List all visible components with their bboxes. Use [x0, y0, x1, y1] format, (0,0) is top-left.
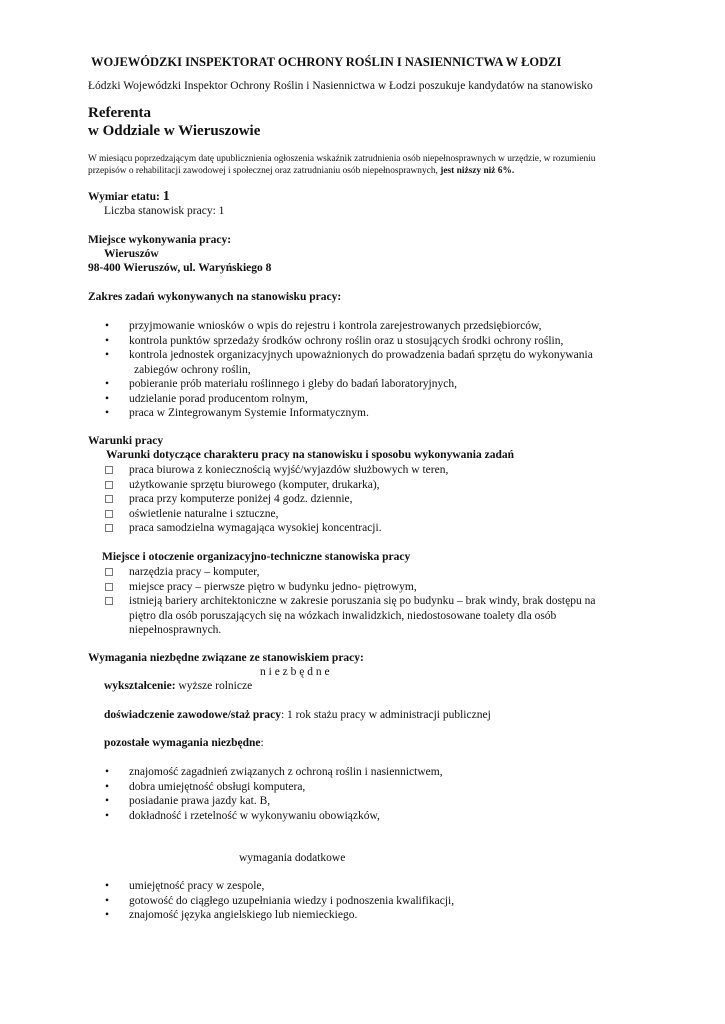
experience-line [104, 708, 491, 723]
bullet-icon: • [105, 349, 110, 361]
disability-note-line1: W miesiącu poprzedzającym datę upublicznienia ogłoszenia wskaźnik zatrudnienia osób niepełnosprawnych w urzędzie, w rozumieniu [88, 154, 596, 164]
checkbox-icon [105, 481, 113, 489]
page-title: WOJEWÓDZKI INSPEKTORAT OCHRONY ROŚLIN I NASIENNICTWA W ŁODZI [91, 55, 562, 69]
list-item: • umiejętność pracy w zespole, [105, 880, 265, 892]
location-address: 98-400 Wieruszów, ul. Waryńskiego 8 [88, 262, 272, 274]
employment-value: 1 [162, 189, 170, 204]
bullet-icon: • [105, 392, 110, 405]
bullet-icon: • [105, 334, 110, 347]
checkbox-icon [105, 568, 113, 576]
conditions-subheading: Warunki dotyczące charakteru pracy na stanowisku i sposobu wykonywania zadań [106, 449, 514, 461]
bullet-icon: • [105, 809, 110, 822]
checkbox-icon [105, 466, 113, 474]
list-item: praca samodzielna wymagająca wysokiej koncentracji. [105, 521, 448, 536]
other-requirements-line: pozostałe wymagania niezbędne: [104, 737, 264, 749]
list-item: • posiadanie prawa jazdy kat. B, [105, 795, 271, 807]
additional-requirements-heading: wymagania dodatkowe [239, 852, 346, 864]
bullet-icon: • [105, 407, 110, 419]
list-item: • kontrola jednostek organizacyjnych upoważnionych do prowadzenia badań sprzętu do wykonywania [105, 349, 593, 361]
education-label: wykształcenie: [104, 680, 176, 692]
position-department: w Oddziale w Wieruszowie [88, 123, 261, 139]
list-item: narzędzia pracy – komputer, [105, 565, 595, 580]
bullet-icon: • [105, 795, 110, 807]
disability-note-bold: jest niższy niż 6%. [440, 166, 515, 176]
list-item: • dobra umiejętność obsługi komputera, [105, 780, 306, 793]
experience-label: doświadczenie zawodowe/staż pracy [104, 709, 281, 721]
list-item: użytkowanie sprzętu biurowego (komputer, drukarka), [105, 478, 448, 493]
position-name: Referenta [88, 105, 152, 121]
list-item: • kontrola punktów sprzedaży środków ochrony roślin oraz u stosujących środki ochrony roślin, [105, 334, 564, 347]
additional-requirements-list [105, 879, 454, 923]
list-item: • udzielanie porad producentom rolnym, [105, 392, 308, 405]
duties-heading: Zakres zadań wykonywanych na stanowisku pracy: [88, 291, 342, 303]
list-item: praca przy komputerze poniżej 4 godz. dziennie, [105, 492, 448, 507]
bullet-icon: • [105, 880, 110, 892]
checkbox-icon [105, 495, 113, 503]
list-item: • pobieranie prób materiału roślinnego i gleby do badań laboratoryjnych, [105, 378, 457, 390]
requirements-spaced-label: n i e z b ę d n e [260, 666, 330, 678]
list-item-continuation: niepełnosprawnych. [129, 624, 222, 636]
list-item: miejsce pracy – pierwsze piętro w budynku jedno- piętrowym, [105, 580, 595, 595]
positions-count: Liczba stanowisk pracy: 1 [104, 205, 225, 217]
location-label: Miejsce wykonywania pracy: [88, 234, 232, 246]
list-item: • znajomość języka angielskiego lub niemieckiego. [105, 909, 358, 921]
place-heading: Miejsce i otoczenie organizacyjno-techniczne stanowiska pracy [102, 551, 411, 563]
bullet-icon: • [105, 378, 110, 390]
checkbox-icon [105, 597, 113, 605]
location-city: Wieruszów [104, 248, 159, 260]
bullet-icon: • [105, 909, 110, 921]
education-line [104, 679, 252, 694]
list-item-continuation: zabiegów ochrony roślin, [134, 363, 251, 376]
intro-text: Łódzki Wojewódzki Inspektor Ochrony Roślin i Nasiennictwa w Łodzi poszukuje kandydatów na stanowisko [88, 80, 593, 92]
bullet-icon: • [105, 766, 110, 778]
list-item: praca biurowa z koniecznością wyjść/wyjazdów służbowych w teren, [105, 463, 448, 478]
employment-line [88, 190, 170, 205]
employment-label: Wymiar etatu: [88, 191, 160, 203]
checkbox-icon [105, 583, 113, 591]
conditions-heading: Warunki pracy [88, 435, 164, 447]
requirements-heading: Wymagania niezbędne związane ze stanowiskiem pracy: [88, 652, 364, 664]
checkbox-icon [105, 510, 113, 518]
experience-value: : 1 rok stażu pracy w administracji publicznej [280, 709, 491, 721]
list-item-continuation: piętro dla osób poruszających się na wózkach inwalidzkich, niedostosowane toalety dla osób [129, 609, 557, 622]
list-item: • gotowość do ciągłego uzupełniania wiedzy i podnoszenia kwalifikacji, [105, 894, 455, 907]
place-list [105, 565, 595, 638]
list-item: • znajomość zagadnień związanych z ochroną roślin i nasiennictwem, [105, 766, 443, 778]
requirements-list [105, 765, 443, 823]
education-value: wyższe rolnicze [178, 680, 253, 692]
conditions-list [105, 463, 448, 536]
list-item: istnieją bariery architektoniczne w zakresie poruszania się po budynku – brak windy, brak dostępu na [105, 594, 595, 609]
disability-note-text: przepisów o rehabilitacji zawodowej i społecznej oraz zatrudnianiu osób niepełnosprawnych, [88, 166, 438, 176]
bullet-icon: • [105, 780, 110, 793]
list-item: oświetlenie naturalne i sztuczne, [105, 507, 448, 522]
list-item: • dokładność i rzetelność w wykonywaniu obowiązków, [105, 809, 380, 822]
list-item: • praca w Zintegrowanym Systemie Informatycznym. [105, 407, 369, 419]
bullet-icon: • [105, 894, 110, 907]
duties-list [105, 319, 593, 421]
checkbox-icon [105, 524, 113, 532]
bullet-icon: • [105, 320, 110, 332]
list-item: • przyjmowanie wniosków o wpis do rejestru i kontrola zarejestrowanych przedsiębiorców, [105, 320, 542, 332]
disability-note-line2 [88, 165, 514, 178]
other-requirements-label: pozostałe wymagania niezbędne [104, 737, 261, 749]
